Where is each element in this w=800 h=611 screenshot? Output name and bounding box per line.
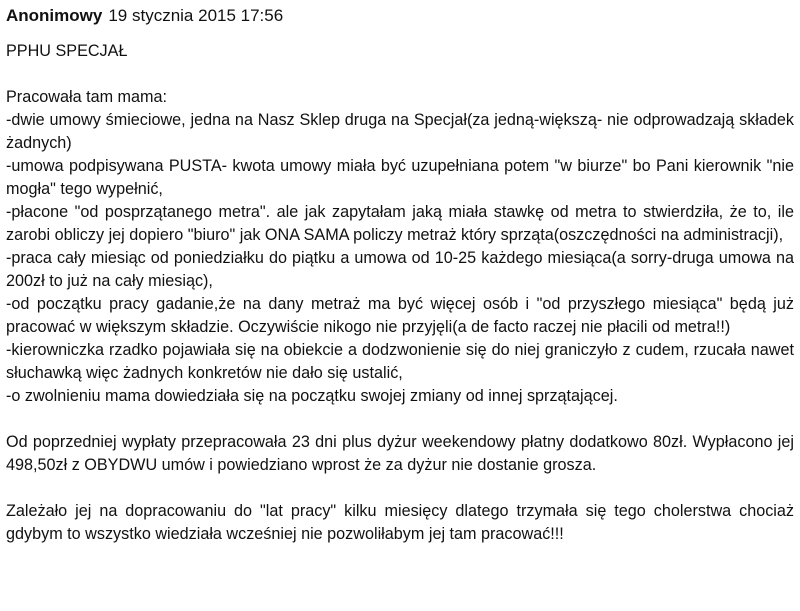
spacer: [6, 408, 794, 431]
list-item: -umowa podpisywana PUSTA- kwota umowy miała być uzupełniana potem "w biurze" bo Pani kierownik "nie mogła" tego wypełnić,: [6, 157, 794, 198]
intro-line: Pracowała tam mama:: [6, 88, 168, 106]
spacer: [6, 477, 794, 500]
list-item: -od początku pracy gadanie,że na dany metraż ma być więcej osób i "od przyszłego miesiąca" będą już pracować w większym składzie. Oczywiście nikogo nie przyjęli(a de facto raczej nie płacili od metra!!): [6, 295, 794, 336]
list-item: -praca cały miesiąc od poniedziałku do piątku a umowa od 10-25 każdego miesiąca(a sorry-druga umowa na 200zł to już na cały miesiąc),: [6, 249, 794, 290]
comment-header: [6, 5, 794, 27]
paragraph-wyplata: Od poprzedniej wypłaty przepracowała 23 dni plus dyżur weekendowy płatny dodatkowo 80zł. Wypłacono jej 498,50zł z OBYDWU umów i powiedziano wprost że za dyżur nie dostanie grosza.: [6, 433, 794, 474]
comment-body: [6, 27, 794, 546]
paragraph-final: Zależało jej na dopracowaniu do "lat pracy" kilku miesięcy dlatego trzymała się tego cholerstwa chociaż gdybym to wszystko wiedziała wcześniej nie pozwoliłabym jej tam pracować!!!: [6, 502, 794, 543]
post-date[interactable]: 19 stycznia 2015 17:56: [108, 6, 284, 25]
spacer: [6, 27, 794, 40]
list-item: -o zwolnieniu mama dowiedziała się na początku swojej zmiany od innej sprzątającej.: [6, 387, 618, 405]
list-item: -kierowniczka rzadko pojawiała się na obiekcie a dodzwonienie się do niej graniczyło z cudem, rzucała nawet słuchawką więc żadnych konkretów nie dało się ustalić,: [6, 341, 794, 382]
list-item: -płacone "od posprzątanego metra". ale jak zapytałam jaką miała stawkę od metra to stwierdziła, że to, ile zarobi obliczy jej dopiero "biuro" jak ONA SAMA policzy metraż który sprząta(oszczędności na administracji),: [6, 203, 794, 244]
spacer: [6, 63, 794, 86]
list-item: -dwie umowy śmieciowe, jedna na Nasz Sklep druga na Specjał(za jedną-większą- nie odprowadzają składek żadnych): [6, 111, 794, 152]
company-name: PPHU SPECJAŁ: [6, 42, 128, 60]
author-name[interactable]: Anonimowy: [6, 6, 103, 25]
